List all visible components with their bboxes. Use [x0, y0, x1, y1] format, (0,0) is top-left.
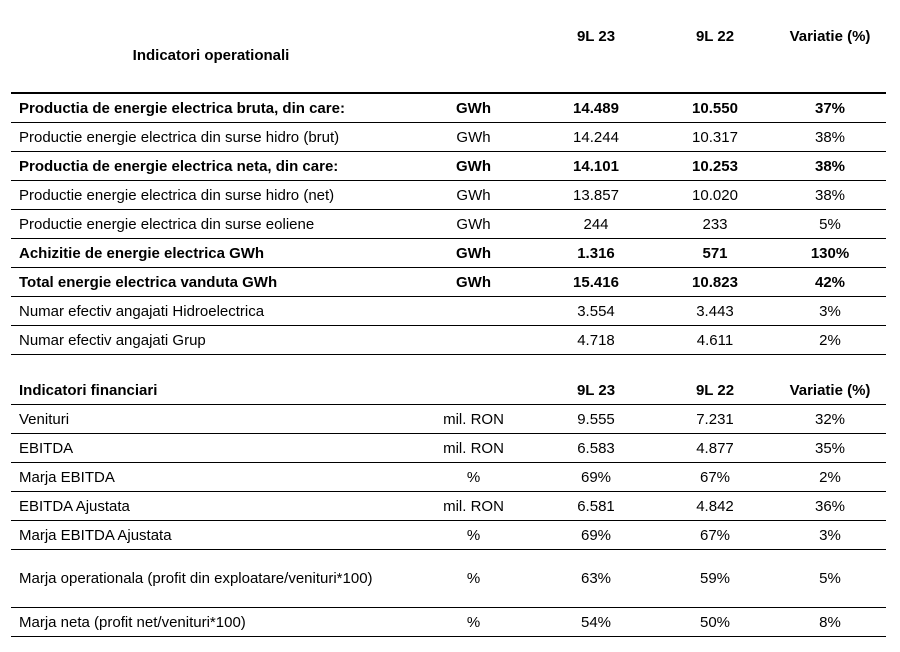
operational-title: Indicatori operationali	[11, 10, 411, 93]
header-9l23: 9L 23	[536, 377, 656, 405]
unit-header	[411, 10, 536, 93]
row-variation: 38%	[774, 152, 886, 181]
row-value-9l22: 4.877	[656, 434, 774, 463]
row-value-9l23: 69%	[536, 463, 656, 492]
table-row	[11, 521, 886, 550]
header-9l22: 9L 22	[656, 377, 774, 405]
row-value-9l23: 63%	[536, 550, 656, 608]
row-variation: 32%	[774, 405, 886, 434]
row-variation: 2%	[774, 326, 886, 355]
table-row	[11, 239, 886, 268]
row-label: Productie energie electrica din surse hidro (net)	[11, 181, 411, 210]
row-value-9l23: 15.416	[536, 268, 656, 297]
row-label: Productie energie electrica din surse eoliene	[11, 210, 411, 239]
operational-header-row	[11, 10, 886, 93]
row-variation: 5%	[774, 550, 886, 608]
row-unit: %	[411, 608, 536, 637]
row-value-9l23: 1.316	[536, 239, 656, 268]
table-row	[11, 326, 886, 355]
row-variation: 3%	[774, 297, 886, 326]
row-variation: 2%	[774, 463, 886, 492]
row-unit	[411, 297, 536, 326]
row-value-9l22: 7.231	[656, 405, 774, 434]
row-value-9l22: 59%	[656, 550, 774, 608]
row-value-9l23: 14.101	[536, 152, 656, 181]
operational-indicators-table	[11, 10, 886, 355]
row-variation: 36%	[774, 492, 886, 521]
row-variation: 130%	[774, 239, 886, 268]
row-label: Productie energie electrica din surse hidro (brut)	[11, 123, 411, 152]
table-row	[11, 268, 886, 297]
row-variation: 35%	[774, 434, 886, 463]
row-unit	[411, 326, 536, 355]
row-value-9l23: 13.857	[536, 181, 656, 210]
row-unit: GWh	[411, 239, 536, 268]
table-row	[11, 550, 886, 608]
table-row	[11, 210, 886, 239]
row-variation: 5%	[774, 210, 886, 239]
row-label: Marja EBITDA Ajustata	[11, 521, 411, 550]
row-variation: 38%	[774, 181, 886, 210]
row-variation: 37%	[774, 93, 886, 123]
row-value-9l22: 10.550	[656, 93, 774, 123]
unit-header	[411, 377, 536, 405]
table-row	[11, 297, 886, 326]
row-value-9l22: 67%	[656, 463, 774, 492]
header-9l23: 9L 23	[536, 10, 656, 93]
row-value-9l22: 4.611	[656, 326, 774, 355]
row-value-9l23: 3.554	[536, 297, 656, 326]
row-unit: %	[411, 550, 536, 608]
financial-header-row	[11, 377, 886, 405]
header-variation: Variatie (%)	[774, 377, 886, 405]
row-value-9l22: 4.842	[656, 492, 774, 521]
table-row	[11, 152, 886, 181]
table-row	[11, 405, 886, 434]
row-value-9l23: 244	[536, 210, 656, 239]
row-value-9l22: 10.253	[656, 152, 774, 181]
row-unit: %	[411, 463, 536, 492]
row-value-9l22: 10.020	[656, 181, 774, 210]
table-row	[11, 492, 886, 521]
row-label: Numar efectiv angajati Grup	[11, 326, 411, 355]
row-label: EBITDA	[11, 434, 411, 463]
row-value-9l23: 6.581	[536, 492, 656, 521]
row-label: Numar efectiv angajati Hidroelectrica	[11, 297, 411, 326]
row-variation: 42%	[774, 268, 886, 297]
row-value-9l22: 571	[656, 239, 774, 268]
financial-indicators-table	[11, 377, 886, 637]
row-label: Productia de energie electrica neta, din care:	[11, 152, 411, 181]
row-unit: mil. RON	[411, 492, 536, 521]
row-value-9l22: 3.443	[656, 297, 774, 326]
table-row	[11, 181, 886, 210]
row-variation: 38%	[774, 123, 886, 152]
row-unit: GWh	[411, 181, 536, 210]
row-unit: mil. RON	[411, 405, 536, 434]
row-value-9l23: 4.718	[536, 326, 656, 355]
row-value-9l23: 14.244	[536, 123, 656, 152]
row-label: Total energie electrica vanduta GWh	[11, 268, 411, 297]
row-unit: GWh	[411, 152, 536, 181]
row-value-9l23: 14.489	[536, 93, 656, 123]
row-value-9l22: 10.823	[656, 268, 774, 297]
row-label: Marja EBITDA	[11, 463, 411, 492]
header-9l22: 9L 22	[656, 10, 774, 93]
row-value-9l22: 50%	[656, 608, 774, 637]
table-row	[11, 463, 886, 492]
header-variation: Variatie (%)	[774, 10, 886, 93]
row-variation: 8%	[774, 608, 886, 637]
row-label: Marja neta (profit net/venituri*100)	[11, 608, 411, 637]
financial-title: Indicatori financiari	[11, 377, 411, 405]
row-value-9l23: 54%	[536, 608, 656, 637]
row-label: Productia de energie electrica bruta, din care:	[11, 93, 411, 123]
row-value-9l22: 10.317	[656, 123, 774, 152]
row-unit: GWh	[411, 268, 536, 297]
row-value-9l22: 233	[656, 210, 774, 239]
table-row	[11, 434, 886, 463]
row-variation: 3%	[774, 521, 886, 550]
row-unit: mil. RON	[411, 434, 536, 463]
row-unit: GWh	[411, 123, 536, 152]
row-unit: GWh	[411, 93, 536, 123]
row-value-9l23: 69%	[536, 521, 656, 550]
row-label: Venituri	[11, 405, 411, 434]
table-row	[11, 123, 886, 152]
row-label: Marja operationala (profit din exploatare/venituri*100)	[11, 550, 411, 608]
row-value-9l22: 67%	[656, 521, 774, 550]
row-value-9l23: 9.555	[536, 405, 656, 434]
row-label: EBITDA Ajustata	[11, 492, 411, 521]
row-value-9l23: 6.583	[536, 434, 656, 463]
row-unit: GWh	[411, 210, 536, 239]
row-label: Achizitie de energie electrica GWh	[11, 239, 411, 268]
row-unit: %	[411, 521, 536, 550]
table-row	[11, 93, 886, 123]
table-row	[11, 608, 886, 637]
